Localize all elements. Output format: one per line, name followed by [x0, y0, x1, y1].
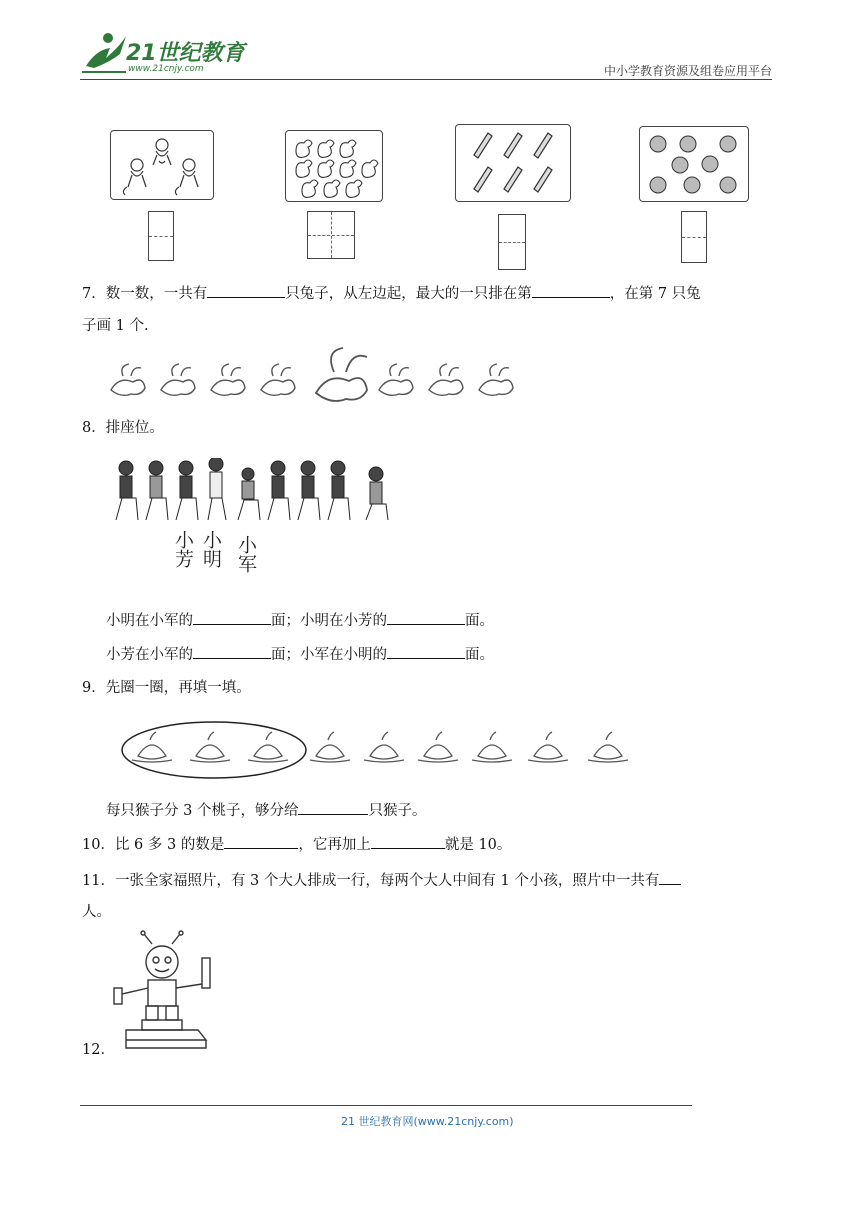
question-9-line — [106, 800, 426, 821]
question-8-line-1 — [106, 610, 494, 631]
chick-icon — [286, 131, 382, 201]
q8-l2-text-c: 面。 — [465, 647, 494, 663]
chicks-picture-box — [285, 130, 383, 202]
header-divider — [80, 79, 772, 80]
question-7-line-2: 子画 1 个. — [82, 318, 149, 334]
chicks-answer-box[interactable] — [307, 211, 355, 259]
question-8-title: 8．排座位。 — [82, 420, 164, 436]
q10-blank-1[interactable] — [224, 834, 298, 849]
q8-blank-3[interactable] — [193, 644, 271, 659]
pencil-icon — [456, 125, 570, 201]
q7-text-a: 7．数一数，一共有 — [82, 286, 208, 302]
q8-l1-text-c: 面。 — [465, 613, 494, 629]
q7-blank-position[interactable] — [532, 283, 610, 298]
q9-text-a: 每只猴子分 3 个桃子，够分给 — [106, 803, 299, 819]
logo-url: www.21cnjy.com — [128, 64, 204, 74]
q8-l1-text-b: 面；小明在小芳的 — [271, 613, 387, 629]
question-11-line-2: 人。 — [82, 904, 111, 920]
monkey-icon — [111, 131, 213, 199]
q7-text-b: 只兔子，从左边起，最大的一只排在第 — [285, 286, 532, 302]
q8-l1-text-a: 小明在小军的 — [106, 613, 193, 629]
header-platform-text: 中小学教育资源及组卷应用平台 — [603, 64, 772, 78]
question-9-title: 9．先圈一圈，再填一填。 — [82, 680, 251, 696]
logo-text: 21世纪教育 — [126, 41, 245, 66]
name-xiaojun: 小军 — [235, 535, 257, 573]
monkeys-picture-box — [110, 130, 214, 200]
q7-text-c: ，在第 7 只兔 — [609, 286, 701, 302]
question-8-line-2 — [106, 644, 494, 665]
footer-text: 21 世纪教育网(www.21cnjy.com) — [341, 1115, 514, 1128]
q7-blank-count[interactable] — [207, 283, 285, 298]
q8-l2-text-b: 面；小军在小明的 — [271, 647, 387, 663]
q8-l2-text-a: 小芳在小军的 — [106, 647, 193, 663]
q11-blank[interactable] — [659, 870, 681, 885]
question-12-label: 12． — [82, 1042, 115, 1058]
robot-icon — [108, 930, 218, 1050]
footer-divider — [80, 1105, 692, 1106]
q10-text-b: ，它再加上 — [298, 837, 371, 853]
q8-blank-1[interactable] — [193, 610, 271, 625]
question-10-line — [82, 834, 511, 855]
q10-blank-2[interactable] — [371, 834, 445, 849]
q8-blank-2[interactable] — [387, 610, 465, 625]
basketballs-answer-box[interactable] — [681, 211, 707, 263]
question-7-line-1 — [82, 283, 701, 304]
q11-text-a: 11．一张全家福照片，有 3 个大人排成一行，每两个大人中间有 1 个小孩，照片中一共有 — [82, 873, 660, 889]
pencils-answer-box[interactable] — [498, 214, 526, 270]
rabbit-icon — [105, 342, 520, 402]
question-11-line-1 — [82, 870, 681, 891]
q8-blank-4[interactable] — [387, 644, 465, 659]
peach-icon — [104, 718, 644, 784]
basketball-icon — [640, 127, 748, 201]
name-xiaoming: 小明 — [200, 530, 222, 568]
q9-text-b: 只猴子。 — [368, 803, 427, 819]
q10-text-c: 就是 10。 — [444, 837, 512, 853]
seated-person-icon — [112, 458, 392, 526]
basketballs-picture-box — [639, 126, 749, 202]
name-xiaofang: 小芳 — [172, 530, 194, 568]
q10-text-a: 10．比 6 多 3 的数是 — [82, 837, 225, 853]
monkeys-answer-box[interactable] — [148, 211, 174, 261]
q9-blank[interactable] — [298, 800, 368, 815]
pencils-picture-box — [455, 124, 571, 202]
